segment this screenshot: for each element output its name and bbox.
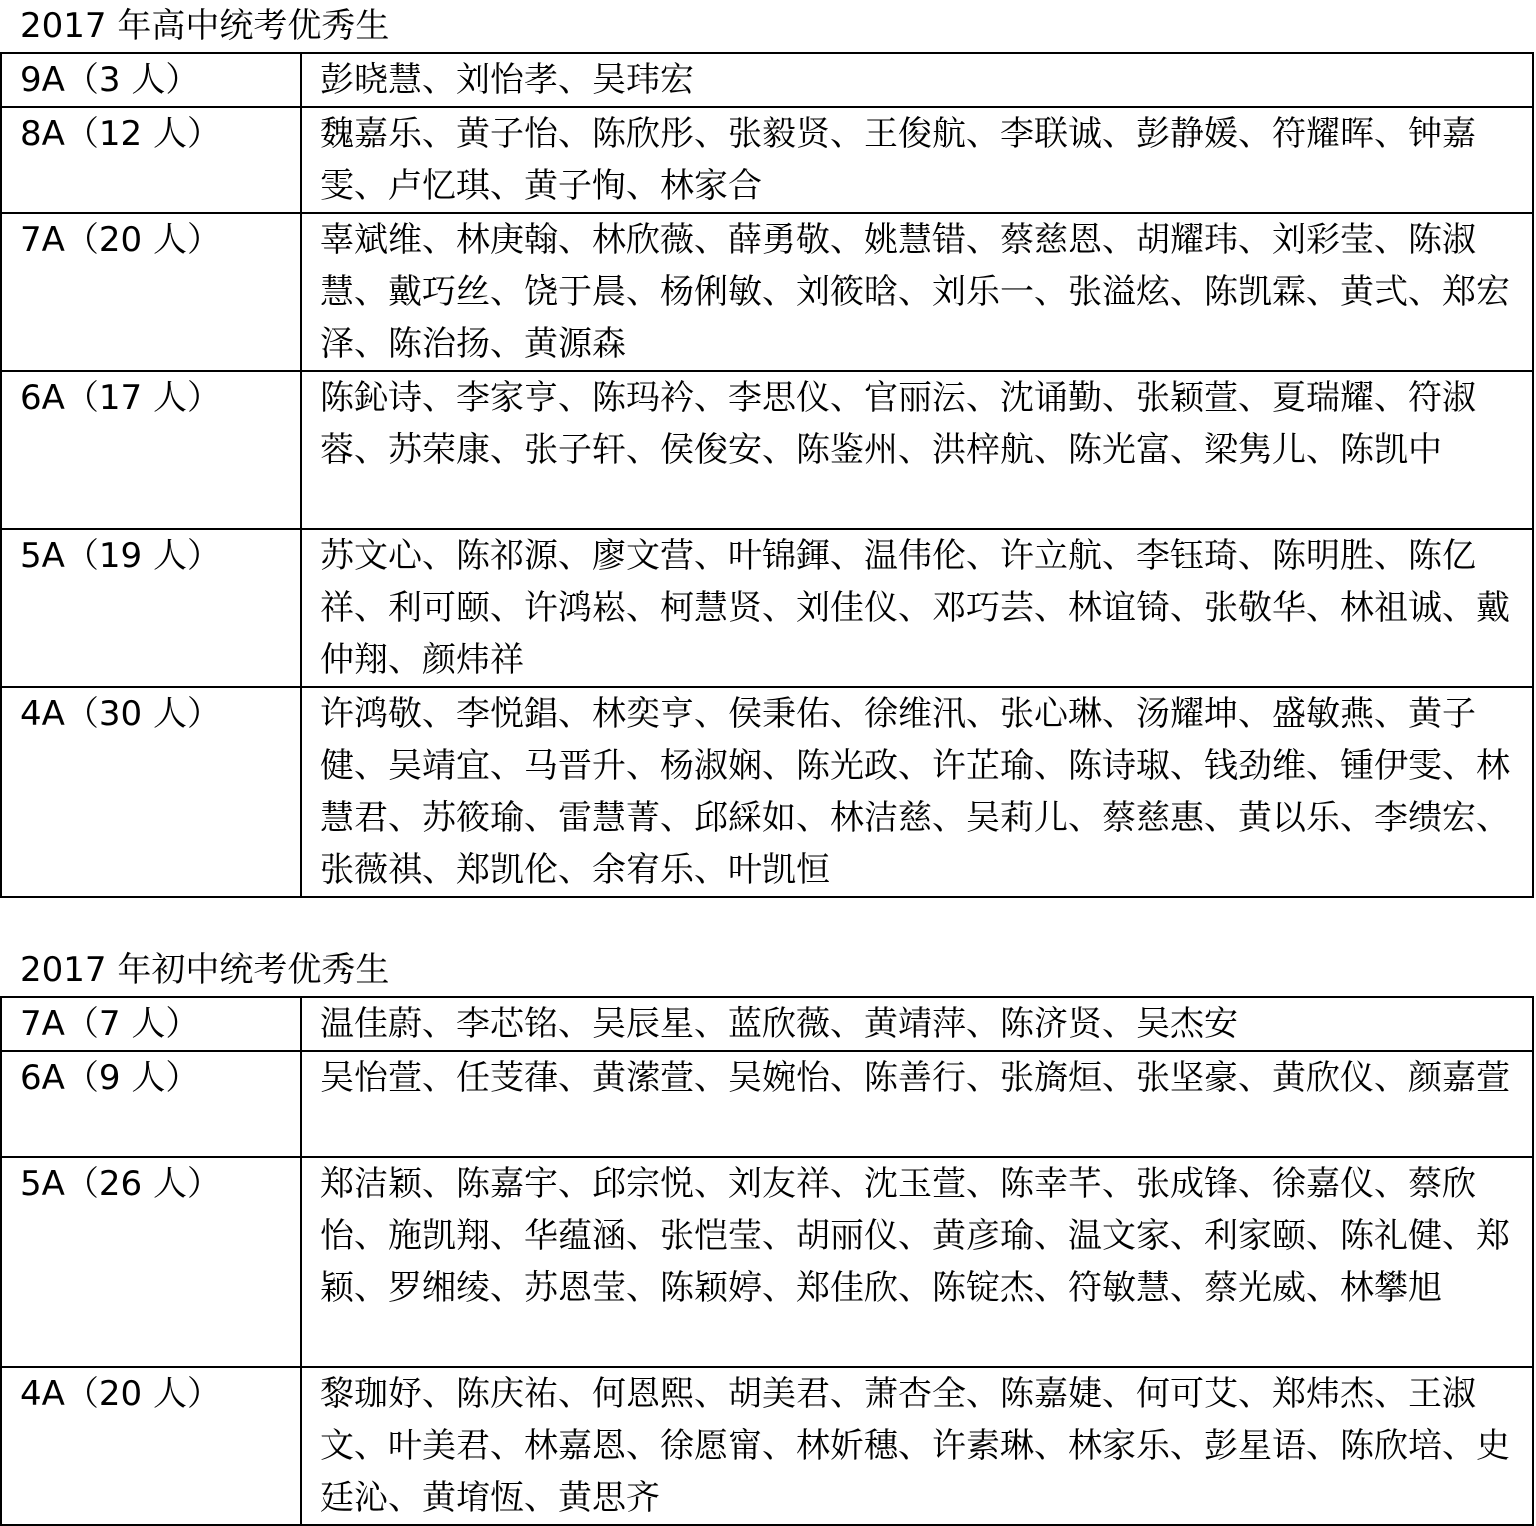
table-row [1, 371, 1533, 529]
names-cell: 许鸿敬、李悦錩、林奕亨、侯秉佑、徐维汛、张心琳、汤耀坤、盛敏燕、黄子健、吴靖宜、马晋升、杨淑娴、陈光政、许芷瑜、陈诗琡、钱劲维、锺伊雯、林慧君、苏筱瑜、雷慧菁、邱綵如、林洁慈、吴莉儿、蔡慈惠、黄以乐、李缋宏、张薇祺、郑凯伦、余宥乐、叶凯恒 [301, 687, 1533, 897]
senior-honor-table [0, 52, 1534, 898]
names-cell: 郑洁颖、陈嘉宇、邱宗悦、刘友祥、沈玉萱、陈幸芊、张成锋、徐嘉仪、蔡欣怡、施凯翔、华蕴涵、张恺莹、胡丽仪、黄彦瑜、温文家、利家颐、陈礼健、郑颖、罗缃绫、苏恩莹、陈颖婷、郑佳欣、陈锭杰、符敏慧、蔡光威、林攀旭 [301, 1157, 1533, 1367]
table-row [1, 107, 1533, 213]
grade-cell: 6A（9 人） [1, 1051, 301, 1157]
grade-cell: 6A（17 人） [1, 371, 301, 529]
names-cell: 陈鈊诗、李家亨、陈玛衿、李思仪、官丽沄、沈诵勤、张颖萱、夏瑞耀、符淑蓉、苏荣康、张子轩、侯俊安、陈鉴州、洪梓航、陈光富、梁隽儿、陈凯中 [301, 371, 1533, 529]
grade-cell: 7A（7 人） [1, 997, 301, 1051]
table-row [1, 687, 1533, 897]
names-cell: 魏嘉乐、黄子怡、陈欣彤、张毅贤、王俊航、李联诚、彭静媛、符耀晖、钟嘉雯、卢忆琪、黄子恂、林家合 [301, 107, 1533, 213]
grade-cell: 5A（26 人） [1, 1157, 301, 1367]
table-row [1, 997, 1533, 1051]
grade-cell: 4A（30 人） [1, 687, 301, 897]
junior-section-title: 2017 年初中统考优秀生 [20, 950, 390, 990]
table-row [1, 53, 1533, 107]
names-cell: 吴怡萱、任芰葎、黄潆萱、吴婉怡、陈善行、张旖烜、张坚豪、黄欣仪、颜嘉萱 [301, 1051, 1533, 1157]
table-row [1, 529, 1533, 687]
names-cell: 黎珈妤、陈庆祐、何恩熙、胡美君、萧杏全、陈嘉婕、何可艾、郑炜杰、王淑文、叶美君、林嘉恩、徐愿甯、林妡穗、许素琳、林家乐、彭星语、陈欣培、史廷沁、黄堉恆、黄思齐 [301, 1367, 1533, 1525]
grade-cell: 7A（20 人） [1, 213, 301, 371]
grade-cell: 8A（12 人） [1, 107, 301, 213]
table-row [1, 213, 1533, 371]
names-cell: 辜斌维、林庚翰、林欣薇、薛勇敬、姚慧错、蔡慈恩、胡耀玮、刘彩莹、陈淑慧、戴巧丝、饶于晨、杨俐敏、刘筱晗、刘乐一、张溢炫、陈凯霖、黄弍、郑宏泽、陈治扬、黄源森 [301, 213, 1533, 371]
table-row [1, 1367, 1533, 1525]
senior-section-title: 2017 年高中统考优秀生 [20, 6, 390, 46]
table-row [1, 1051, 1533, 1157]
grade-cell: 4A（20 人） [1, 1367, 301, 1525]
table-row [1, 1157, 1533, 1367]
names-cell: 彭晓慧、刘怡孝、吴玮宏 [301, 53, 1533, 107]
grade-cell: 5A（19 人） [1, 529, 301, 687]
grade-cell: 9A（3 人） [1, 53, 301, 107]
names-cell: 温佳蔚、李芯铭、吴辰星、蓝欣薇、黄靖萍、陈济贤、吴杰安 [301, 997, 1533, 1051]
names-cell: 苏文心、陈祁源、廖文营、叶锦鍕、温伟伦、许立航、李钰琦、陈明胜、陈亿祥、利可颐、许鸿崧、柯慧贤、刘佳仪、邓巧芸、林谊锜、张敬华、林祖诚、戴仲翔、颜炜祥 [301, 529, 1533, 687]
junior-honor-table [0, 996, 1534, 1526]
